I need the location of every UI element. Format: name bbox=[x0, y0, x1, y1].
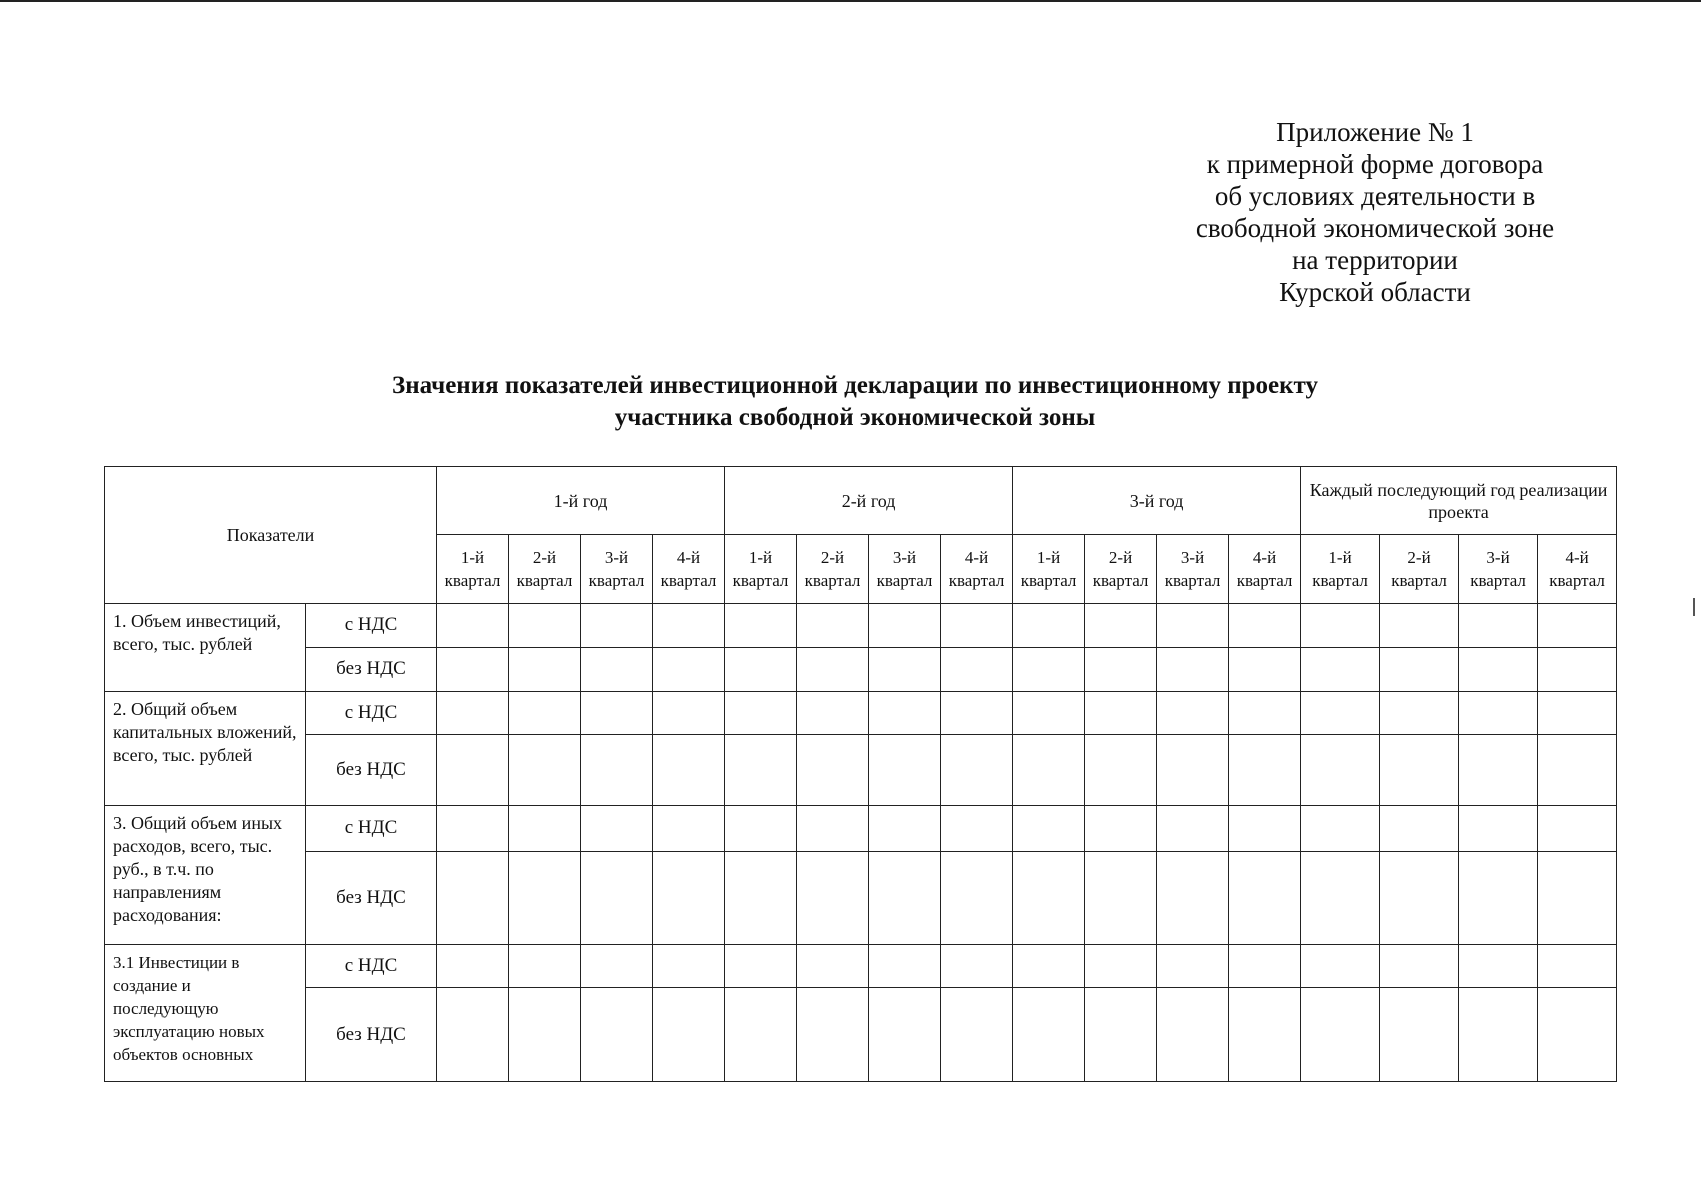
quarter-header bbox=[1380, 535, 1459, 603]
quarter-word: квартал bbox=[1312, 570, 1368, 590]
value-cell bbox=[1229, 805, 1301, 851]
quarter-word: квартал bbox=[876, 570, 933, 590]
quarter-number: 4-й bbox=[1252, 547, 1277, 567]
value-cell bbox=[1459, 988, 1538, 1082]
value-cell bbox=[1380, 945, 1459, 988]
value-cell bbox=[1229, 647, 1301, 691]
value-cell bbox=[1085, 603, 1157, 647]
value-cell bbox=[437, 735, 509, 805]
value-cell bbox=[1013, 647, 1085, 691]
value-cell bbox=[509, 692, 581, 735]
value-cell bbox=[1085, 805, 1157, 851]
value-cell bbox=[1301, 988, 1380, 1082]
value-cell bbox=[725, 692, 797, 735]
scan-edge-mark bbox=[1693, 598, 1695, 616]
value-cell bbox=[1538, 692, 1617, 735]
quarter-word: квартал bbox=[1549, 570, 1605, 590]
quarter-number: 3-й bbox=[604, 547, 629, 567]
value-cell bbox=[1157, 988, 1229, 1082]
value-cell bbox=[797, 647, 869, 691]
value-cell bbox=[725, 647, 797, 691]
value-cell bbox=[869, 647, 941, 691]
value-cell bbox=[1380, 647, 1459, 691]
value-cell bbox=[1157, 647, 1229, 691]
value-cell bbox=[581, 692, 653, 735]
quarter-word: квартал bbox=[1020, 570, 1077, 590]
value-cell bbox=[437, 945, 509, 988]
vat-with-label: с НДС bbox=[306, 945, 437, 988]
quarter-number: 4-й bbox=[1565, 547, 1589, 567]
value-cell bbox=[1538, 945, 1617, 988]
quarter-header bbox=[509, 535, 581, 603]
value-cell bbox=[653, 945, 725, 988]
value-cell bbox=[437, 851, 509, 944]
value-cell bbox=[1301, 805, 1380, 851]
value-cell bbox=[1229, 692, 1301, 735]
value-cell bbox=[437, 805, 509, 851]
value-cell bbox=[1380, 988, 1459, 1082]
value-cell bbox=[1301, 692, 1380, 735]
value-cell bbox=[725, 988, 797, 1082]
vat-with-label: с НДС bbox=[306, 692, 437, 735]
table-row bbox=[105, 603, 1617, 647]
vat-with-label: с НДС bbox=[306, 603, 437, 647]
value-cell bbox=[1157, 603, 1229, 647]
value-cell bbox=[869, 805, 941, 851]
quarter-number: 4-й bbox=[676, 547, 701, 567]
value-cell bbox=[869, 851, 941, 944]
quarter-number: 2-й bbox=[532, 547, 557, 567]
quarter-number: 2-й bbox=[1407, 547, 1431, 567]
quarter-number: 3-й bbox=[1180, 547, 1205, 567]
quarter-header bbox=[1085, 535, 1157, 603]
vat-without-label: без НДС bbox=[306, 647, 437, 691]
value-cell bbox=[581, 851, 653, 944]
value-cell bbox=[1459, 945, 1538, 988]
quarter-number: 1-й bbox=[460, 547, 485, 567]
value-cell bbox=[1380, 735, 1459, 805]
vat-without-label: без НДС bbox=[306, 735, 437, 805]
quarter-number: 2-й bbox=[820, 547, 845, 567]
value-cell bbox=[1085, 945, 1157, 988]
value-cell bbox=[797, 735, 869, 805]
value-cell bbox=[725, 851, 797, 944]
value-cell bbox=[509, 735, 581, 805]
value-cell bbox=[1459, 805, 1538, 851]
value-cell bbox=[1229, 851, 1301, 944]
value-cell bbox=[1013, 988, 1085, 1082]
quarter-header bbox=[797, 535, 869, 603]
value-cell bbox=[1013, 735, 1085, 805]
table-row bbox=[105, 851, 1617, 944]
value-cell bbox=[941, 988, 1013, 1082]
scan-top-border bbox=[0, 0, 1701, 2]
quarter-header bbox=[869, 535, 941, 603]
quarter-header bbox=[1013, 535, 1085, 603]
indicator-label: 3.1 Инвестиции в создание и последующую эксплуатацию новых объектов основных bbox=[105, 945, 306, 1082]
value-cell bbox=[1459, 603, 1538, 647]
value-cell bbox=[581, 988, 653, 1082]
value-cell bbox=[869, 692, 941, 735]
quarter-number: 1-й bbox=[1036, 547, 1061, 567]
indicator-label: 1. Объем инвестиций, всего, тыс. рублей bbox=[105, 603, 306, 691]
value-cell bbox=[797, 692, 869, 735]
quarter-word: квартал bbox=[1092, 570, 1149, 590]
value-cell bbox=[509, 647, 581, 691]
quarter-word: квартал bbox=[516, 570, 573, 590]
value-cell bbox=[1013, 603, 1085, 647]
annex-line: на территории bbox=[1292, 245, 1458, 275]
value-cell bbox=[1301, 647, 1380, 691]
value-cell bbox=[797, 945, 869, 988]
value-cell bbox=[509, 945, 581, 988]
year-header: 1-й год bbox=[437, 467, 725, 535]
value-cell bbox=[725, 735, 797, 805]
quarter-header bbox=[725, 535, 797, 603]
value-cell bbox=[1380, 692, 1459, 735]
quarter-header bbox=[941, 535, 1013, 603]
quarter-word: квартал bbox=[1164, 570, 1221, 590]
value-cell bbox=[1459, 647, 1538, 691]
year-header: 3-й год bbox=[1013, 467, 1301, 535]
quarter-word: квартал bbox=[948, 570, 1005, 590]
vat-with-label: с НДС bbox=[306, 805, 437, 851]
quarter-word: квартал bbox=[588, 570, 645, 590]
vat-without-label: без НДС bbox=[306, 988, 437, 1082]
value-cell bbox=[797, 805, 869, 851]
value-cell bbox=[1380, 851, 1459, 944]
value-cell bbox=[941, 692, 1013, 735]
value-cell bbox=[1085, 735, 1157, 805]
value-cell bbox=[1459, 692, 1538, 735]
indicators-header: Показатели bbox=[105, 467, 437, 604]
value-cell bbox=[1157, 945, 1229, 988]
value-cell bbox=[797, 988, 869, 1082]
annex-line: Приложение № 1 bbox=[1276, 117, 1474, 147]
quarter-word: квартал bbox=[732, 570, 789, 590]
quarter-header bbox=[1538, 535, 1617, 603]
value-cell bbox=[725, 945, 797, 988]
value-cell bbox=[869, 735, 941, 805]
value-cell bbox=[869, 945, 941, 988]
value-cell bbox=[1085, 988, 1157, 1082]
value-cell bbox=[941, 735, 1013, 805]
quarter-header bbox=[653, 535, 725, 603]
table-row bbox=[105, 647, 1617, 691]
year-header: Каждый последующий год реализации проекта bbox=[1301, 467, 1617, 535]
value-cell bbox=[1301, 945, 1380, 988]
value-cell bbox=[797, 851, 869, 944]
value-cell bbox=[653, 735, 725, 805]
quarter-number: 4-й bbox=[964, 547, 989, 567]
value-cell bbox=[1538, 735, 1617, 805]
table-row bbox=[105, 945, 1617, 988]
value-cell bbox=[1459, 851, 1538, 944]
value-cell bbox=[653, 988, 725, 1082]
quarter-header bbox=[1459, 535, 1538, 603]
quarter-word: квартал bbox=[804, 570, 861, 590]
vat-without-label: без НДС bbox=[306, 851, 437, 944]
value-cell bbox=[581, 735, 653, 805]
value-cell bbox=[1085, 647, 1157, 691]
value-cell bbox=[653, 851, 725, 944]
value-cell bbox=[797, 603, 869, 647]
quarter-number: 3-й bbox=[1486, 547, 1510, 567]
value-cell bbox=[1013, 805, 1085, 851]
value-cell bbox=[1301, 735, 1380, 805]
value-cell bbox=[437, 603, 509, 647]
value-cell bbox=[1538, 851, 1617, 944]
value-cell bbox=[1538, 805, 1617, 851]
value-cell bbox=[653, 603, 725, 647]
value-cell bbox=[581, 647, 653, 691]
table-row bbox=[105, 735, 1617, 805]
value-cell bbox=[725, 805, 797, 851]
quarter-word: квартал bbox=[660, 570, 717, 590]
value-cell bbox=[941, 945, 1013, 988]
value-cell bbox=[1157, 805, 1229, 851]
title-line-1: Значения показателей инвестиционной декларации по инвестиционному проекту bbox=[392, 372, 1318, 399]
value-cell bbox=[437, 988, 509, 1082]
year-header: 2-й год bbox=[725, 467, 1013, 535]
table-row bbox=[105, 988, 1617, 1082]
value-cell bbox=[1085, 692, 1157, 735]
quarter-word: квартал bbox=[1470, 570, 1526, 590]
title-line-2: участника свободной экономической зоны bbox=[614, 404, 1096, 431]
quarter-word: квартал bbox=[1391, 570, 1447, 590]
value-cell bbox=[1229, 735, 1301, 805]
value-cell bbox=[581, 603, 653, 647]
value-cell bbox=[1301, 603, 1380, 647]
value-cell bbox=[1538, 603, 1617, 647]
annex-line: об условиях деятельности в bbox=[1214, 181, 1536, 211]
value-cell bbox=[653, 805, 725, 851]
value-cell bbox=[1085, 851, 1157, 944]
value-cell bbox=[509, 805, 581, 851]
annex-line: Курской области bbox=[1279, 277, 1471, 307]
value-cell bbox=[941, 603, 1013, 647]
value-cell bbox=[725, 603, 797, 647]
indicator-label: 2. Общий объем капитальных вложений, всего, тыс. рублей bbox=[105, 692, 306, 806]
value-cell bbox=[1229, 603, 1301, 647]
value-cell bbox=[869, 603, 941, 647]
header-row-years bbox=[105, 467, 1617, 535]
table-row bbox=[105, 692, 1617, 735]
value-cell bbox=[941, 805, 1013, 851]
quarter-header bbox=[1229, 535, 1301, 603]
value-cell bbox=[941, 851, 1013, 944]
document-title bbox=[200, 370, 1510, 434]
value-cell bbox=[1229, 945, 1301, 988]
value-cell bbox=[1013, 945, 1085, 988]
value-cell bbox=[1538, 988, 1617, 1082]
quarter-word: квартал bbox=[444, 570, 501, 590]
value-cell bbox=[653, 692, 725, 735]
value-cell bbox=[581, 805, 653, 851]
declaration-table bbox=[104, 466, 1617, 1082]
quarter-number: 1-й bbox=[1328, 547, 1352, 567]
value-cell bbox=[509, 988, 581, 1082]
quarter-header bbox=[437, 535, 509, 603]
quarter-header bbox=[1301, 535, 1380, 603]
value-cell bbox=[1459, 735, 1538, 805]
value-cell bbox=[941, 647, 1013, 691]
annex-note bbox=[1175, 116, 1575, 308]
value-cell bbox=[1013, 692, 1085, 735]
value-cell bbox=[1538, 647, 1617, 691]
quarter-header bbox=[581, 535, 653, 603]
value-cell bbox=[1157, 851, 1229, 944]
indicator-label: 3. Общий объем иных расходов, всего, тыс. руб., в т.ч. по направлениям расходования: bbox=[105, 805, 306, 945]
value-cell bbox=[869, 988, 941, 1082]
quarter-word: квартал bbox=[1236, 570, 1293, 590]
quarter-header bbox=[1157, 535, 1229, 603]
table-row bbox=[105, 805, 1617, 851]
value-cell bbox=[1157, 735, 1229, 805]
value-cell bbox=[653, 647, 725, 691]
quarter-number: 2-й bbox=[1108, 547, 1133, 567]
value-cell bbox=[1229, 988, 1301, 1082]
quarter-number: 3-й bbox=[892, 547, 917, 567]
value-cell bbox=[581, 945, 653, 988]
annex-line: к примерной форме договора bbox=[1206, 149, 1544, 179]
value-cell bbox=[1380, 603, 1459, 647]
value-cell bbox=[1157, 692, 1229, 735]
quarter-number: 1-й bbox=[748, 547, 773, 567]
value-cell bbox=[1380, 805, 1459, 851]
value-cell bbox=[437, 647, 509, 691]
annex-line: свободной экономической зоне bbox=[1195, 213, 1555, 243]
value-cell bbox=[509, 851, 581, 944]
value-cell bbox=[1301, 851, 1380, 944]
value-cell bbox=[1013, 851, 1085, 944]
value-cell bbox=[437, 692, 509, 735]
value-cell bbox=[509, 603, 581, 647]
